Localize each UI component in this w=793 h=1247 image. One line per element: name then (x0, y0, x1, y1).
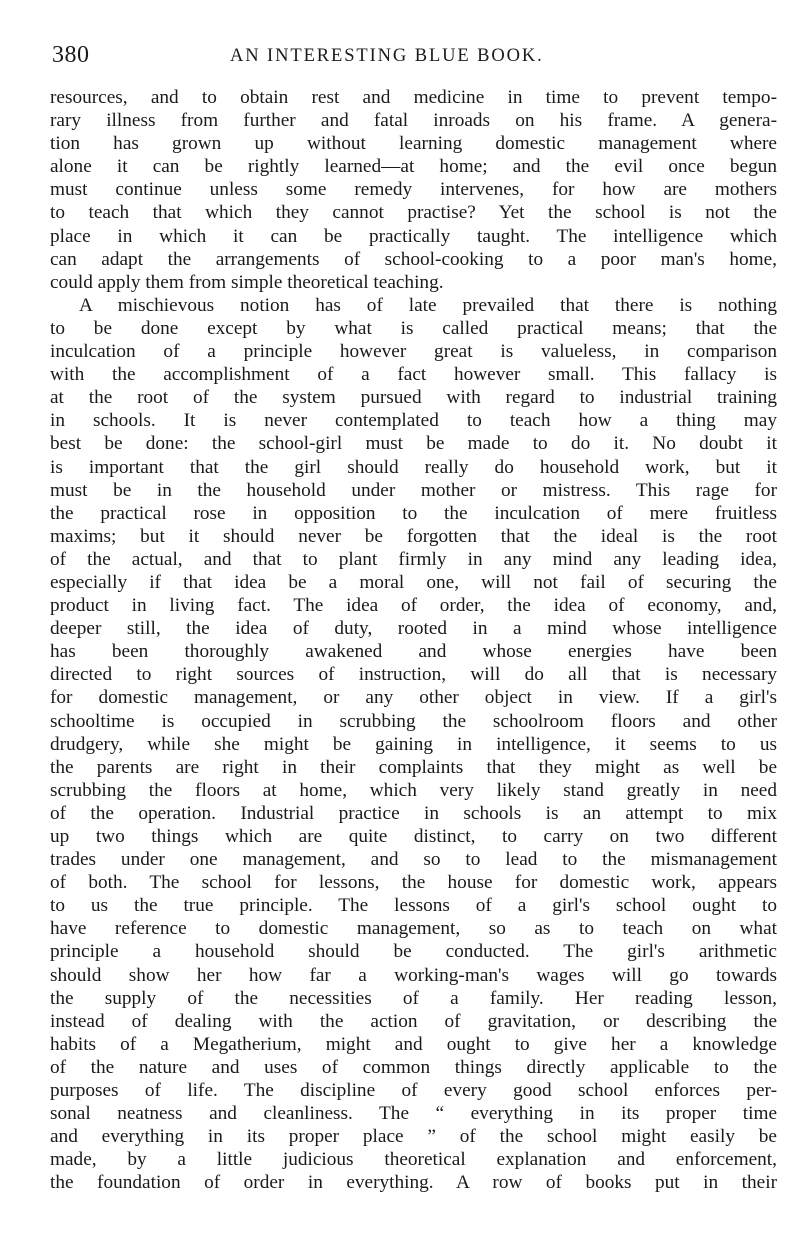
text-line: for domestic management, or any other object in view. If a girl's (50, 687, 777, 709)
text-line: especially if that idea be a moral one, will not fail of securing the (50, 571, 777, 593)
text-line: tion has grown up without learning domestic management where (50, 133, 777, 155)
text-line: place in which it can be practically taught. The intelligence which (50, 225, 777, 247)
text-line: A mischievous notion has of late prevailed that there is nothing (79, 294, 777, 316)
page-number: 380 (52, 42, 90, 68)
text-line: is important that the girl should really do household work, but it (50, 456, 777, 478)
text-line: alone it can be rightly learned—at home; and the evil once begun (50, 156, 777, 178)
text-line: of the nature and uses of common things directly applicable to the (50, 1056, 777, 1078)
text-line: scrubbing the floors at home, which very likely stand greatly in need (50, 779, 777, 801)
text-line: should show her how far a working-man's wages will go towards (50, 964, 777, 986)
text-line: can adapt the arrangements of school-cooking to a poor man's home, (50, 248, 777, 270)
text-line: product in living fact. The idea of order, the idea of economy, and, (50, 595, 777, 617)
text-line: resources, and to obtain rest and medicine in time to prevent tempo- (50, 87, 777, 108)
text-line: of the actual, and that to plant firmly in any mind any leading idea, (50, 548, 777, 570)
text-line: best be done: the school-girl must be made to do it. No doubt it (50, 433, 777, 455)
text-line: have reference to domestic management, so as to teach on what (50, 918, 777, 940)
text-line: must be in the household under mother or mistress. This rage for (50, 479, 777, 501)
text-line: the practical rose in opposition to the inculcation of mere fruitless (50, 502, 777, 524)
text-line: to us the true principle. The lessons of a girl's school ought to (50, 895, 777, 917)
page-header (52, 40, 782, 70)
text-line: maxims; but it should never be forgotten that the ideal is the root (50, 525, 777, 547)
text-line: inculcation of a principle however great is valueless, in comparison (50, 341, 777, 363)
paragraph (50, 86, 777, 294)
body-text (50, 86, 777, 1195)
text-line: directed to right sources of instruction, will do all that is necessary (50, 664, 777, 686)
text-line: has been thoroughly awakened and whose energies have been (50, 641, 777, 663)
text-line: and everything in its proper place ” of the school might easily be (50, 1126, 777, 1148)
text-line: trades under one management, and so to lead to the mismanagement (50, 849, 777, 871)
text-line: purposes of life. The discipline of every good school enforces per- (50, 1080, 777, 1102)
text-line: the foundation of order in everything. A row of books put in their (50, 1172, 777, 1194)
paragraph (50, 294, 777, 1195)
text-line: with the accomplishment of a fact however small. This fallacy is (50, 364, 777, 386)
text-line: made, by a little judicious theoretical explanation and enforcement, (50, 1149, 777, 1171)
text-line: schooltime is occupied in scrubbing the schoolroom floors and other (50, 710, 777, 732)
text-line: principle a household should be conducted. The girl's arithmetic (50, 941, 777, 963)
text-line: must continue unless some remedy intervenes, for how are mothers (50, 179, 777, 201)
text-line: could apply them from simple theoretical teaching. (50, 271, 444, 293)
text-line: instead of dealing with the action of gravitation, or describing the (50, 1010, 777, 1032)
text-line: to teach that which they cannot practise? Yet the school is not the (50, 202, 777, 224)
text-line: to be done except by what is called practical means; that the (50, 317, 777, 339)
text-line: sonal neatness and cleanliness. The “ everything in its proper time (50, 1103, 777, 1125)
text-line: the supply of the necessities of a family. Her reading lesson, (50, 987, 777, 1009)
text-line: at the root of the system pursued with regard to industrial training (50, 387, 777, 409)
text-line: of both. The school for lessons, the house for domestic work, appears (50, 872, 777, 894)
text-line: the parents are right in their complaints that they might as well be (50, 756, 777, 778)
text-line: in schools. It is never contemplated to teach how a thing may (50, 410, 777, 432)
text-line: deeper still, the idea of duty, rooted in a mind whose intelligence (50, 618, 777, 640)
text-line: rary illness from further and fatal inroads on his frame. A genera- (50, 110, 777, 132)
running-title: AN INTERESTING BLUE BOOK. (230, 46, 544, 66)
text-line: drudgery, while she might be gaining in intelligence, it seems to us (50, 733, 777, 755)
text-line: habits of a Megatherium, might and ought to give her a knowledge (50, 1033, 777, 1055)
text-line: of the operation. Industrial practice in schools is an attempt to mix (50, 802, 777, 824)
text-line: up two things which are quite distinct, to carry on two different (50, 826, 777, 847)
